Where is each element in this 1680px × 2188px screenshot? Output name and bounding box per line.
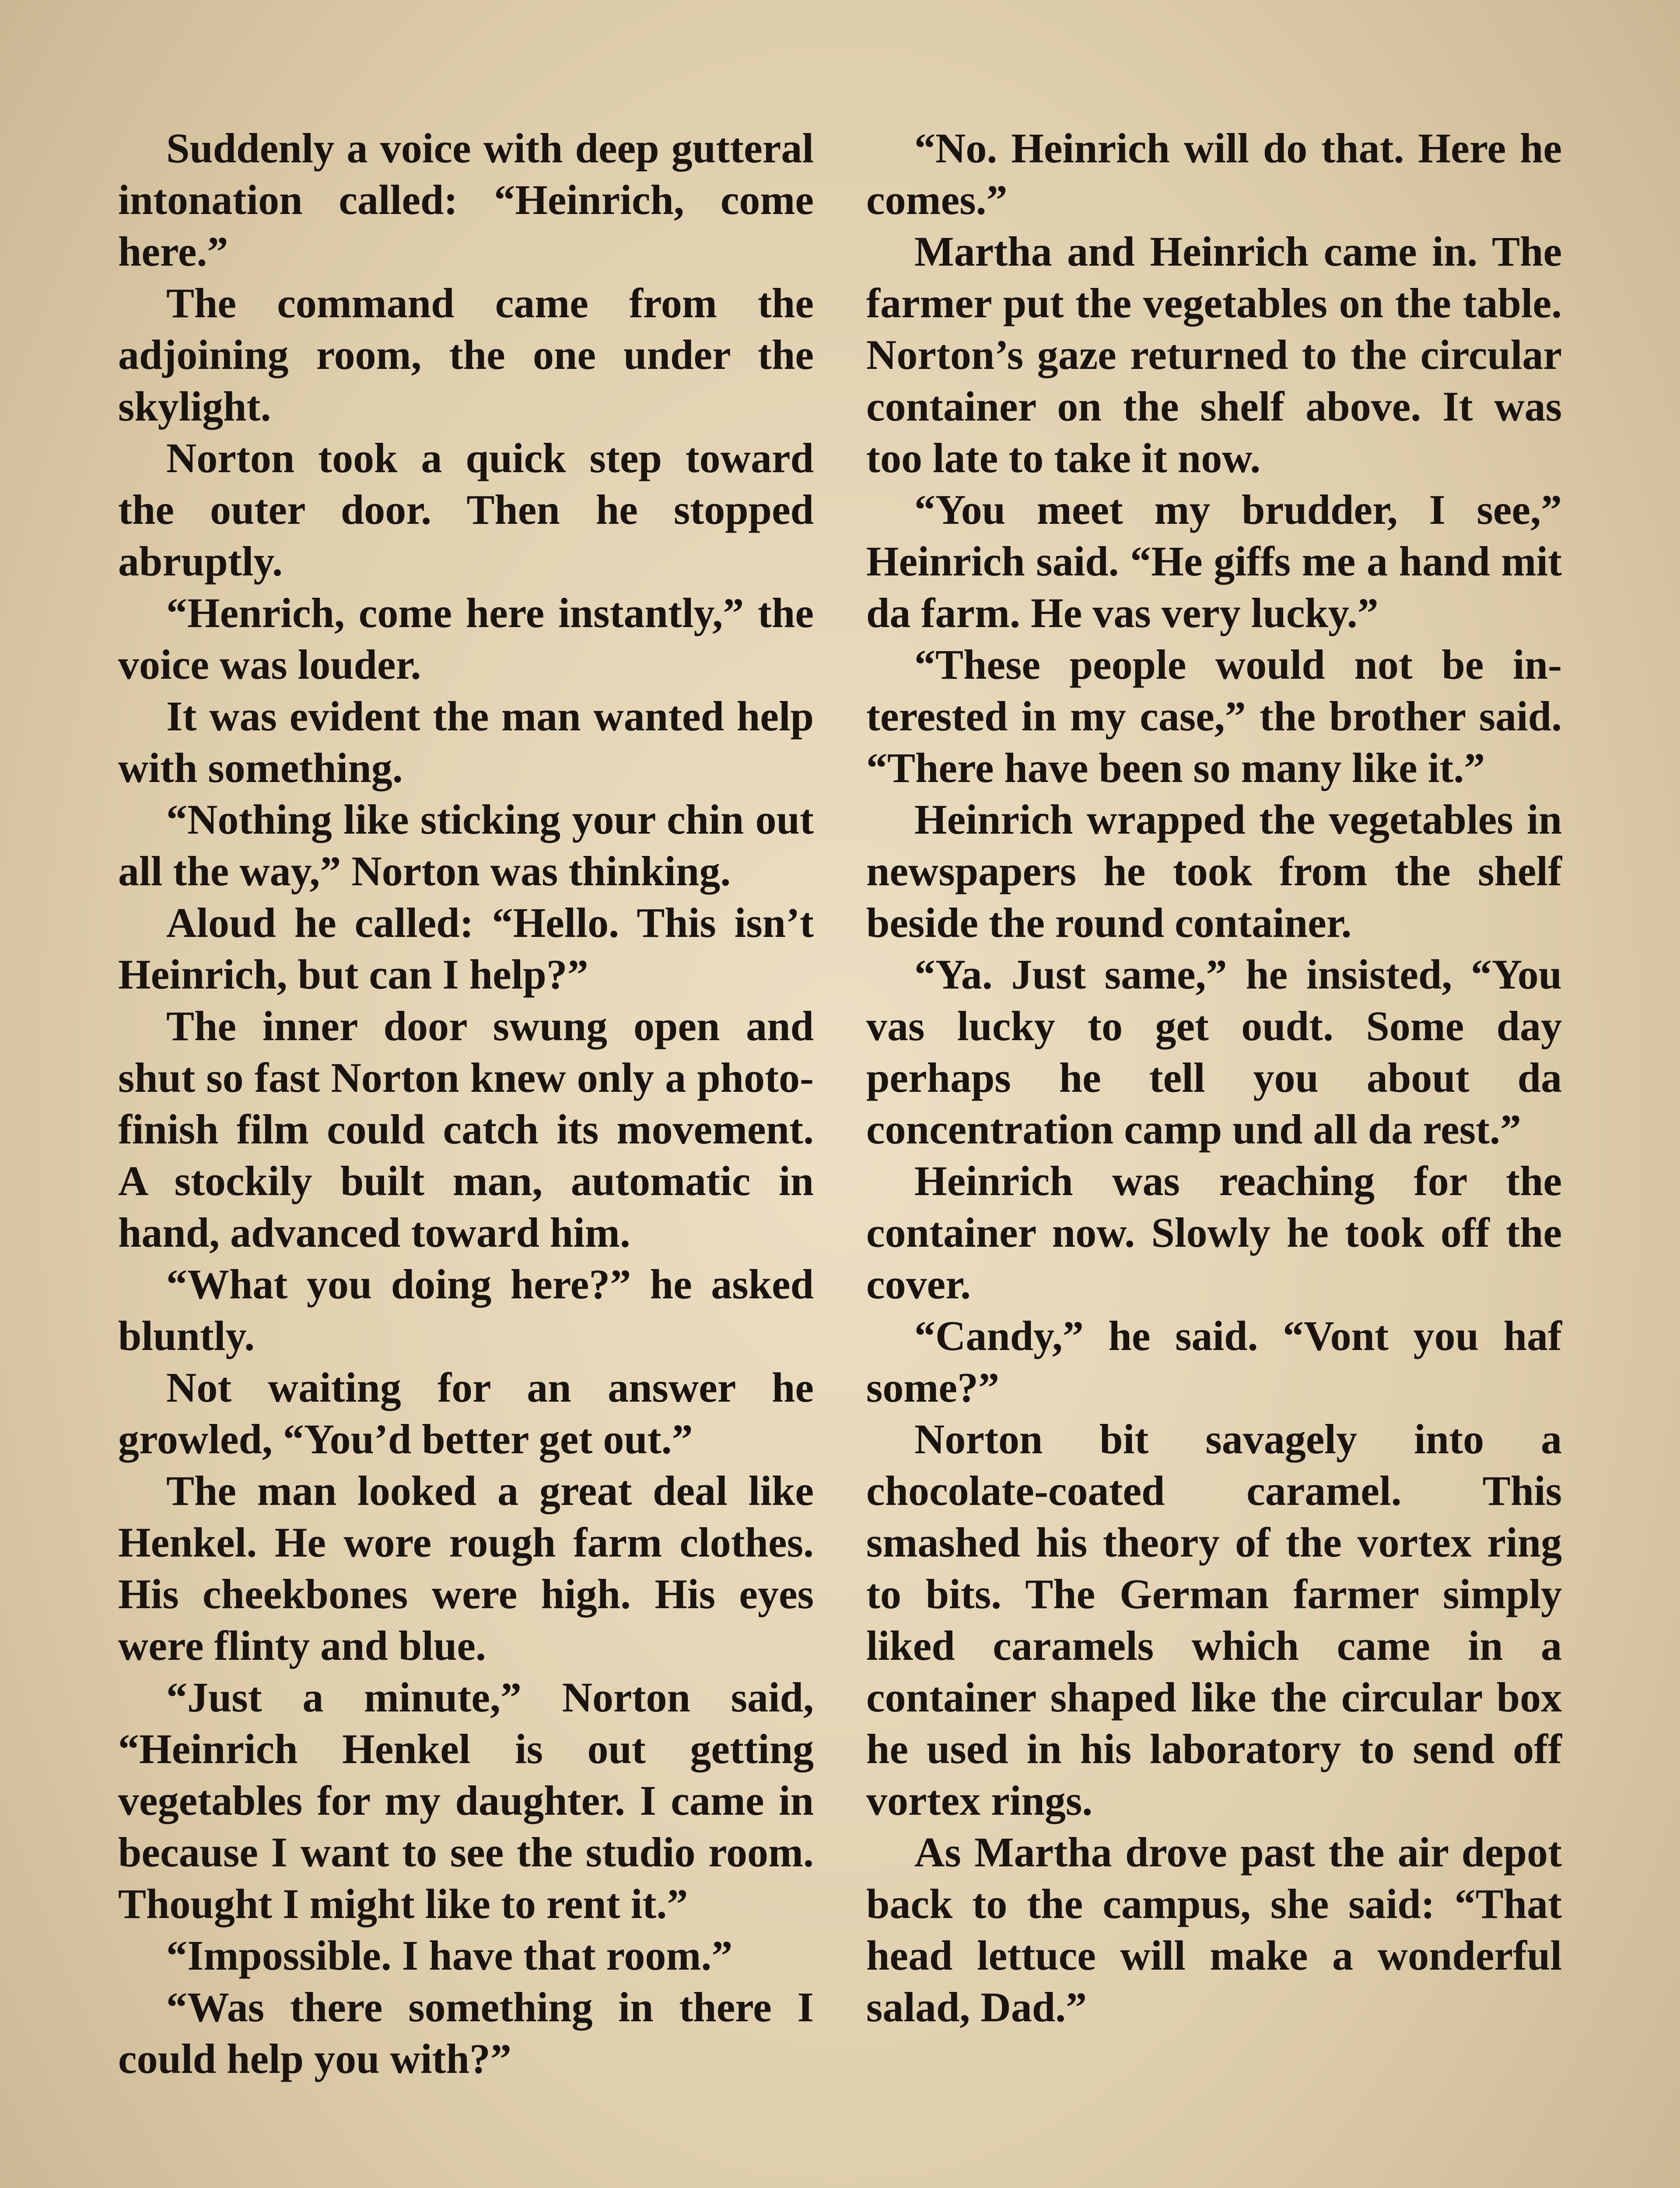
paragraph: Norton took a quick step toward the outer door. Then he stopped abruptly. (118, 435, 814, 585)
paragraph: The inner door swung open and shut so fast Norton knew only a photo-finish film could catch its movement. A stockily built man, automatic in hand, advanced toward him. (118, 1003, 814, 1256)
paragraph: The command came from the adjoining room, the one under the skylight. (118, 280, 814, 430)
paragraph: “These people would not be interested in my case,” the brother said. “There have been so many like it.” (866, 641, 1562, 791)
paragraph: The man looked a great deal like Henkel. He wore rough farm clothes. His cheekbones were high. His eyes were flinty and blue. (118, 1467, 814, 1669)
paragraph: Heinrich wrapped the vegetables in newspapers he took from the shelf beside the round container. (866, 796, 1562, 946)
paragraph: “Candy,” he said. “Vont you haf some?” (866, 1312, 1562, 1411)
paragraph: “You meet my brudder, I see,” Heinrich said. “He giffs me a hand mit da farm. He vas very lucky.” (866, 486, 1562, 636)
paragraph: Not waiting for an answer he growled, “You’d better get out.” (118, 1364, 814, 1462)
left-text-column (118, 123, 814, 2085)
paragraph: “Nothing like sticking your chin out all the way,” Norton was thinking. (118, 796, 814, 894)
paragraph: “Was there something in there I could help you with?” (118, 1984, 814, 2082)
paragraph: “No. Heinrich will do that. Here he comes.” (866, 125, 1562, 223)
paragraph: Suddenly a voice with deep gutteral intonation called: “Heinrich, come here.” (118, 125, 814, 275)
paragraph: “What you doing here?” he asked bluntly. (118, 1261, 814, 1359)
paragraph: “Ya. Just same,” he insisted, “You vas lucky to get oudt. Some day perhaps he tell you about da concentration camp und all da rest.” (866, 951, 1562, 1153)
paragraph: “Impossible. I have that room.” (166, 1932, 733, 1979)
paragraph: Martha and Heinrich came in. The farmer put the vegetables on the table. Norton’s gaze returned to the circular container on the shelf above. It was too late to take it now. (866, 228, 1562, 481)
paragraph: Heinrich was reaching for the container now. Slowly he took off the cover. (866, 1157, 1562, 1308)
paragraph: “Just a minute,” Norton said, “Heinrich Henkel is out getting vegetables for my daughter. I came in because I want to see the studio room. Thought I might like to rent it.” (118, 1674, 814, 1927)
paragraph: Aloud he called: “Hello. This isn’t Heinrich, but can I help?” (118, 899, 814, 998)
paragraph: It was evident the man wanted help with something. (118, 693, 814, 791)
paragraph: Norton bit savagely into a chocolate-coated caramel. This smashed his theory of the vortex ring to bits. The German farmer simply liked caramels which came in a container shaped like the circular box he used in his laboratory to send off vortex rings. (866, 1416, 1562, 1824)
paragraph: As Martha drove past the air depot back to the campus, she said: “That head lettuce will make a wonderful salad, Dad.” (866, 1829, 1562, 2030)
right-text-column (866, 123, 1562, 2033)
paragraph: “Henrich, come here instantly,” the voice was louder. (118, 589, 814, 688)
